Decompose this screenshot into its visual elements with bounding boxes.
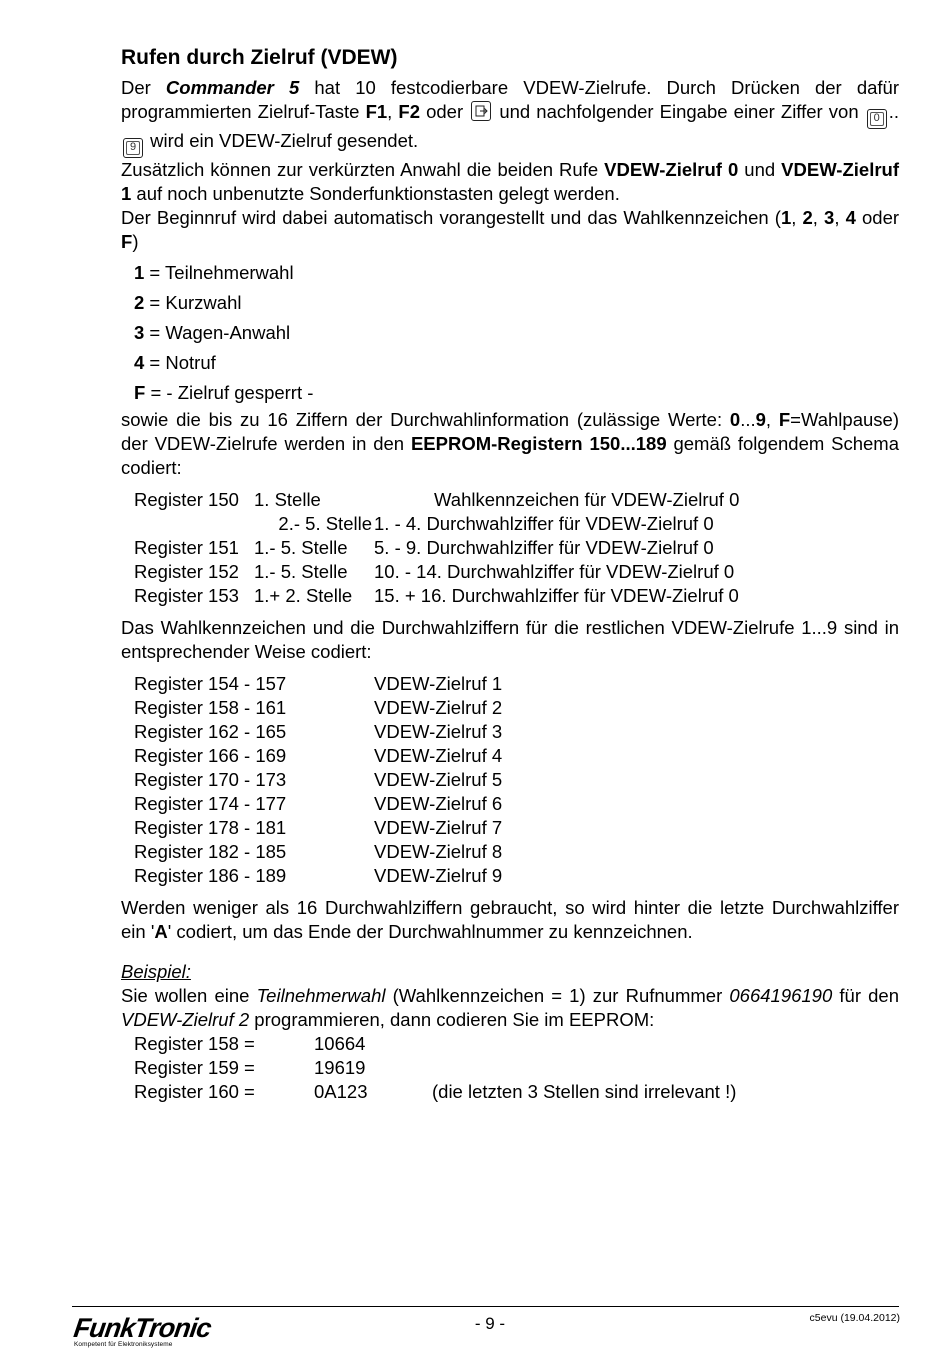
table-cell: Register 162 - 165 [134, 721, 287, 742]
code-value: 1 [134, 262, 145, 283]
key-f1-label: F1 [365, 101, 388, 122]
code-value: 4 [134, 352, 145, 373]
logo-tagline: Kompetent für Elektroniksysteme [74, 1341, 173, 1348]
para6-text-1: Werden weniger als 16 Durchwahlziffern gebraucht, so wird hinter die letzte Durchwahlziffer ein ' [121, 897, 899, 942]
key-f2-label: F2 [398, 101, 420, 122]
table-cell: 1. - 4. Durchwahlziffer für VDEW-Zielruf 0 [374, 513, 714, 534]
para3-sep-4: oder [855, 207, 900, 228]
table-cell: Register 154 - 157 [134, 673, 287, 694]
para2-bold-1: VDEW-Zielruf 0 [604, 159, 739, 180]
para4-text-1: sowie die bis zu 16 Ziffern der Durchwahlinformation (zulässige Werte: [121, 409, 730, 430]
logo-wordmark: FunkTronic [71, 1313, 213, 1343]
table-cell: VDEW-Zielruf 9 [374, 865, 503, 886]
table-cell: 1.- 5. Stelle [254, 537, 348, 558]
table-cell: Register 160 = [134, 1081, 255, 1102]
example-italic-3: VDEW-Zielruf 2 [121, 1009, 250, 1030]
code-meaning: = Kurzwahl [144, 292, 242, 313]
para4-bold-4: EEPROM-Registern 150...189 [410, 433, 667, 454]
footer-divider [72, 1306, 899, 1307]
example-table [121, 1032, 899, 1104]
list-item [121, 348, 899, 378]
intro-text-5: wird ein VDEW-Zielruf gesendet. [145, 130, 419, 151]
table-cell: VDEW-Zielruf 5 [374, 769, 503, 790]
para4-text-2: ... [740, 409, 756, 430]
para3-sep-1: , [791, 207, 803, 228]
code-meaning: = Notruf [144, 352, 216, 373]
example-paragraph [121, 984, 899, 1032]
example-italic-1: Teilnehmerwahl [256, 985, 386, 1006]
table-cell: VDEW-Zielruf 4 [374, 745, 503, 766]
table-cell: VDEW-Zielruf 3 [374, 721, 503, 742]
table-cell: VDEW-Zielruf 2 [374, 697, 503, 718]
digit-key-9-label: 9 [129, 141, 137, 153]
table-cell [432, 1032, 772, 1056]
paragraph-terminator [121, 896, 899, 944]
digit-key-0-icon [867, 109, 887, 129]
table-cell: Register 152 [134, 561, 239, 582]
example-text-4: programmieren, dann codieren Sie im EEPROM: [249, 1009, 655, 1030]
example-text-3: für den [832, 985, 899, 1006]
code-value: F [134, 382, 146, 403]
table-cell: 19619 [314, 1057, 366, 1078]
para2-text-3: auf noch unbenutzte Sonderfunktionstasten gelegt werden. [131, 183, 620, 204]
table-cell: VDEW-Zielruf 8 [374, 841, 503, 862]
para2-text-2: und [738, 159, 782, 180]
company-logo [71, 1313, 213, 1352]
table-cell [432, 1056, 772, 1080]
table-cell: VDEW-Zielruf 1 [374, 673, 503, 694]
table-cell: VDEW-Zielruf 7 [374, 817, 503, 838]
table-cell: (die letzten 3 Stellen sind irrelevant !) [432, 1081, 737, 1102]
code-value: 2 [134, 292, 145, 313]
code-list [121, 258, 899, 408]
table-cell: Register 174 - 177 [134, 793, 287, 814]
table-cell: 1.+ 2. Stelle [254, 585, 353, 606]
table-cell: Register 170 - 173 [134, 769, 287, 790]
para3-text-1: Der Beginnruf wird dabei automatisch vorangestellt und das Wahlkennzeichen ( [121, 207, 781, 228]
para4-bold-3: F [778, 409, 791, 430]
para3-code-2: 2 [802, 207, 813, 228]
paragraph-shortcut [121, 158, 899, 206]
digit-key-9-icon [123, 138, 143, 158]
table-cell: 10664 [314, 1033, 366, 1054]
para3-code-5: F [121, 231, 133, 252]
schema-table [121, 488, 899, 608]
code-value: 3 [134, 322, 145, 343]
code-meaning: = Teilnehmerwahl [144, 262, 294, 283]
table-cell: Register 150 [134, 489, 239, 510]
range-dots: .. [888, 101, 900, 122]
table-cell: 2.- 5. Stelle [278, 513, 372, 534]
list-item [121, 378, 899, 408]
list-item [121, 258, 899, 288]
table-cell: 0A123 [314, 1081, 368, 1102]
table-cell: Register 159 = [134, 1057, 255, 1078]
table-cell: Register 151 [134, 537, 239, 558]
section-heading: Rufen durch Zielruf (VDEW) [121, 46, 398, 69]
para4-text-3: , [765, 409, 779, 430]
para2-bold-2: VDEW-Zielruf 1 [121, 159, 899, 204]
para3-code-1: 1 [780, 207, 792, 228]
example-heading: Beispiel: [121, 961, 191, 982]
para4-bold-2: 9 [755, 409, 766, 430]
table-cell: Register 158 = [134, 1033, 255, 1054]
digit-key-0-label: 0 [873, 112, 880, 124]
intro-paragraph [121, 76, 899, 158]
product-name: Commander 5 [165, 77, 300, 98]
table-cell: Register 178 - 181 [134, 817, 287, 838]
register-table [121, 672, 899, 888]
table-cell: 1. Stelle [254, 489, 321, 510]
list-item [121, 318, 899, 348]
para6-bold-1: A [154, 921, 168, 942]
code-meaning: = - Zielruf gesperrt - [145, 382, 314, 403]
table-cell: VDEW-Zielruf 6 [374, 793, 503, 814]
table-cell: Register 182 - 185 [134, 841, 287, 862]
special-function-key-icon [471, 101, 491, 121]
para4-text-4: =Wahlpause) der VDEW-Zielrufe werden in den [121, 409, 899, 454]
para2-text-1: Zusätzlich können zur verkürzten Anwahl die beiden Rufe [121, 159, 605, 180]
table-cell: Register 166 - 169 [134, 745, 287, 766]
table-cell: Register 158 - 161 [134, 697, 287, 718]
code-meaning: = Wagen-Anwahl [144, 322, 291, 343]
intro-text-3: oder [420, 101, 470, 122]
para3-code-3: 3 [824, 207, 835, 228]
intro-text-2: hat 10 festcodierbare VDEW-Zielrufe. Durch Drücken der dafür programmierten Zielruf-Taste [121, 77, 899, 122]
list-item [121, 288, 899, 318]
intro-separator: , [387, 101, 399, 122]
intro-text-4: und nachfolgender Eingabe einer Ziffer von [493, 101, 865, 122]
para4-bold-1: 0 [729, 409, 741, 430]
table-cell: 10. - 14. Durchwahlziffer für VDEW-Zielruf 0 [374, 561, 735, 582]
example-italic-2: 0664196190 [729, 985, 833, 1006]
table-cell: 1.- 5. Stelle [254, 561, 348, 582]
table-cell: Wahlkennzeichen für VDEW-Zielruf 0 [434, 489, 740, 510]
page-number: - 9 - [474, 1314, 506, 1333]
table-cell: 5. - 9. Durchwahlziffer für VDEW-Zielruf 0 [374, 537, 714, 558]
table-cell: 15. + 16. Durchwahlziffer für VDEW-Zielruf 0 [374, 585, 739, 606]
paragraph-remaining: Das Wahlkennzeichen und die Durchwahlziffern für die restlichen VDEW-Zielrufe 1...9 sind in entsprechender Weise codiert: [121, 617, 899, 662]
para3-sep-3: , [834, 207, 846, 228]
para3-text-2: ) [132, 231, 139, 252]
table-cell: Register 153 [134, 585, 239, 606]
example-text-2: (Wahlkennzeichen = 1) zur Rufnummer [385, 985, 730, 1006]
para6-text-2: ' codiert, um das Ende der Durchwahlnummer zu kennzeichnen. [167, 921, 693, 942]
page-content [121, 44, 899, 1104]
table-cell: Register 186 - 189 [134, 865, 287, 886]
para3-sep-2: , [812, 207, 825, 228]
example-text-1: Sie wollen eine [121, 985, 257, 1006]
paragraph-digits [121, 408, 899, 480]
paragraph-prefix [121, 206, 899, 254]
para4-text-5: gemäß folgendem Schema codiert: [121, 433, 899, 478]
para3-code-4: 4 [845, 207, 856, 228]
document-id: c5evu (19.04.2012) [809, 1312, 900, 1324]
table-cell [134, 512, 254, 536]
intro-text-1: Der [121, 77, 166, 98]
